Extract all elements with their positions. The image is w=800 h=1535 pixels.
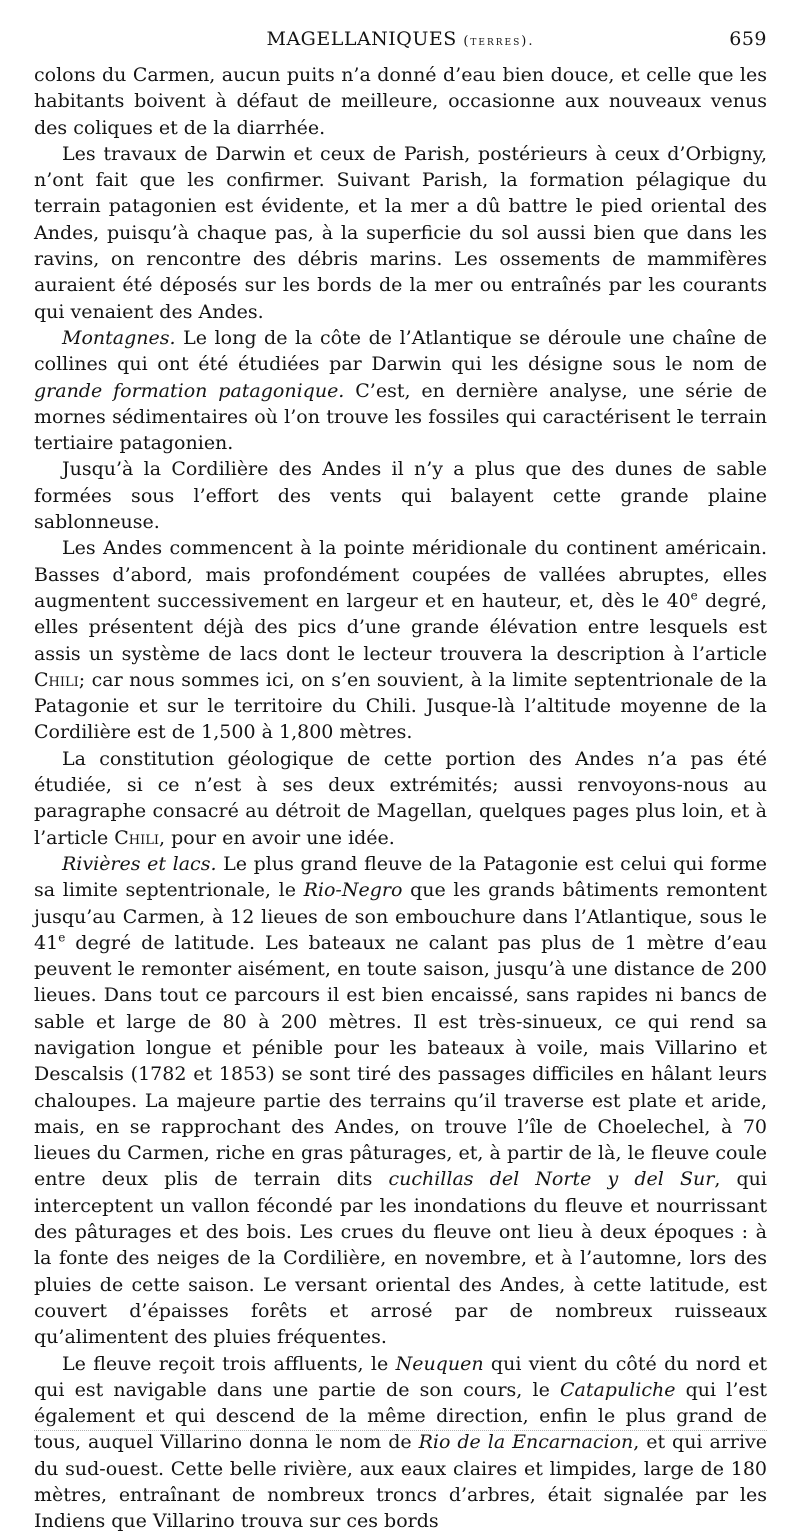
text-run: Les Andes commencent à la pointe méridionale du continent américain. Basses d’abord, mais profondément coupées de vallées abruptes, elles augmentent successivement en largeur et en hauteur, et, dès le 40 xyxy=(34,537,767,612)
text-run: Jusqu’à la Cordilière des Andes il n’y a plus que des dunes de sable formées sous l’effort des vents qui balayent cette grande plaine sablonneuse. xyxy=(34,458,767,534)
text-run: La constitution géologique de cette portion des Andes n’a pas été étudiée, si ce n’est à ses deux extrémités; aussi renvoyons-nous au paragraphe consacré au détroit de Magellan, quelques pages plus loin, et à l’article xyxy=(34,747,767,849)
paragraph xyxy=(34,746,767,851)
italic-text: Neuquen xyxy=(395,1352,484,1375)
text-run: Le fleuve reçoit trois affluents, le xyxy=(62,1352,396,1375)
paragraph xyxy=(34,851,767,1351)
text-run: C’est, en dernière analyse, une série de mornes sédimentaires où l’on trouve les fossiles qui caractérisent le terrain tertiaire patagonien. xyxy=(34,379,768,455)
paragraph xyxy=(34,535,767,745)
text-run: degré, elles présentent déjà des pics d’une grande élévation entre lesquels est assis un système de lacs dont le lecteur trouvera la description à l’article xyxy=(34,589,767,665)
small-caps-text: Chili xyxy=(114,826,160,849)
italic-text: grande formation patagonique. xyxy=(34,379,345,402)
running-title-main: MAGELLANIQUES xyxy=(266,28,457,50)
body-text xyxy=(34,62,767,1535)
text-run: qui vient du côté du nord et qui est navigable dans une partie de son cours, le xyxy=(34,1352,767,1401)
running-title xyxy=(34,28,767,50)
text-run: qui l’est également et qui descend de la même direction, enfin le plus grand de tous, auquel Villarino donna le nom de xyxy=(34,1378,767,1454)
text-run: Les travaux de Darwin et ceux de Parish, postérieurs à ceux d’Orbigny, n’ont fait que les confirmer. Suivant Parish, la formation pélagique du terrain patagonien est évidente, et la mer a dû battre le pied oriental des Andes, puisqu’à chaque pas, à la superficie du sol aussi bien que dans les ravins, on rencontre des débris marins. Les ossements de mammifères auraient été déposés sur les bords de la mer ou entraînés par les courants qui venaient des Andes. xyxy=(34,142,767,323)
italic-text: Rio-Negro xyxy=(303,879,403,902)
running-header xyxy=(34,28,767,52)
text-run: degré de latitude. Les bateaux ne calant pas plus de 1 mètre d’eau peuvent le remonter aisément, en toute saison, jusqu’à une distance de 200 lieues. Dans tout ce parcours il est bien encaissé, sans rapides ni bancs de sable et large de 80 à 200 mètres. Il est très-sinueux, ce qui rend sa navigation longue et pénible pour les bateaux à voile, mais Villarino et Descalsis (1782 et 1853) se sont tiré des passages difficiles en hâlant leurs chaloupes. La majeure partie des terrains qu’il traverse est plate et aride, mais, en se rapprochant des Andes, on trouve l’île de Choelechel, à 70 lieues du Carmen, riche en gras pâturages, et, à partir de là, le fleuve coule entre deux plis de terrain dits xyxy=(34,931,767,1191)
paragraph xyxy=(34,325,767,456)
paragraph xyxy=(34,62,767,141)
italic-text: Montagnes. xyxy=(62,326,176,349)
text-run: , qui interceptent un vallon fécondé par les inondations du fleuve et nourrissant des pâturages et des bois. Les crues du fleuve ont lieu à deux époques : à la fonte des neiges de la Cordilière, en novembre, et à l’automne, lors des pluies de cette saison. Le versant oriental des Andes, à cette latitude, est couvert d’épaisses forêts et arrosé par de nombreux ruisseaux qu’alimentent des pluies fréquentes. xyxy=(34,1168,767,1349)
document-page xyxy=(34,0,768,1533)
text-run: , et qui arrive du sud-ouest. Cette belle rivière, aux eaux claires et limpides, large de 180 mètres, entraînant de nombreux troncs d’arbres, était signalée par les Indiens que Villarino trouva sur ces bords xyxy=(34,1431,768,1533)
text-run: , pour en avoir une idée. xyxy=(159,826,395,849)
paragraph xyxy=(34,1351,767,1535)
footer-rule xyxy=(34,1430,767,1431)
italic-text: Rio de la Encarnacion xyxy=(418,1431,634,1454)
paragraph xyxy=(34,141,767,325)
italic-text: cuchillas del Norte y del Sur xyxy=(388,1168,715,1191)
text-run: colons du Carmen, aucun puits n’a donné d’eau bien douce, et celle que les habitants boivent à défaut de meilleure, occasionne aux nouveaux venus des coliques et de la diarrhée. xyxy=(34,64,767,139)
text-run: ; car nous sommes ici, on s’en souvient, à la limite septentrionale de la Patagonie et sur le territoire du Chili. Jusque-là l’altitude moyenne de la Cordilière est de 1,500 à 1,800 mètres. xyxy=(34,668,767,744)
page-number: 659 xyxy=(729,28,767,50)
italic-text: Catapuliche xyxy=(559,1378,676,1401)
superscript: e xyxy=(58,930,66,945)
running-title-suffix: (terres). xyxy=(463,34,535,49)
superscript: e xyxy=(690,588,698,603)
italic-text: Rivières et lacs. xyxy=(62,852,217,875)
text-run: que les grands bâtiments remontent jusqu’au Carmen, à 12 lieues de son embouchure dans l’Atlantique, sous le 41 xyxy=(34,879,767,954)
paragraph xyxy=(34,456,767,535)
text-run: Le long de la côte de l’Atlantique se déroule une chaîne de collines qui ont été étudiées par Darwin qui les désigne sous le nom de xyxy=(34,326,767,376)
text-run: Le plus grand fleuve de la Patagonie est celui qui forme sa limite septentrionale, le xyxy=(34,852,768,902)
small-caps-text: Chili xyxy=(34,668,79,691)
